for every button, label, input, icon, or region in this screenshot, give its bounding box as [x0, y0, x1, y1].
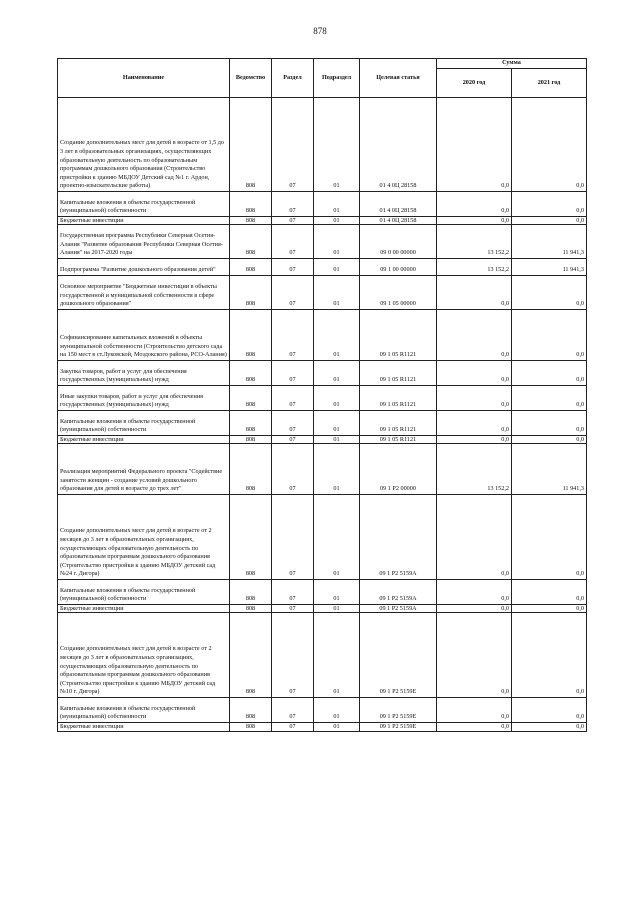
row-target-cell-text: 09 1 05 R1121 [379, 376, 417, 384]
row-amount-2020-cell [437, 361, 512, 386]
row-amount-2020-cell-text: 0,0 [501, 401, 509, 409]
row-subsection-cell [314, 276, 360, 310]
row-name-cell-text: Бюджетные инвестиции [60, 605, 124, 612]
row-department-cell-text: 808 [245, 249, 256, 257]
row-department-cell [230, 192, 272, 217]
row-subsection-cell [314, 495, 360, 580]
row-amount-2020-cell [437, 225, 512, 259]
row-target-cell-text: 01 4 0Ц 28158 [379, 217, 417, 224]
row-name-cell-text: Капитальные вложения в объекты государственной (муниципальной) собственности [60, 417, 196, 434]
row-name-cell-text: Основное мероприятие "Бюджетные инвестиции в объекты государственной и муниципальной собственности в сфере дошкольного образования" [60, 283, 217, 308]
table-body [58, 98, 587, 732]
row-subsection-cell [314, 436, 360, 444]
row-name-cell-text: Бюджетные инвестиции [60, 723, 124, 730]
row-amount-2021-cell [512, 436, 587, 444]
row-name-cell-text: Бюджетные инвестиции [60, 217, 124, 224]
row-target-cell-text: 09 1 05 R1121 [379, 351, 417, 359]
row-name-cell [58, 217, 230, 225]
table-row [58, 698, 587, 723]
row-target-cell [360, 276, 437, 310]
row-subsection-cell-text: 01 [333, 300, 340, 308]
row-department-cell-text: 808 [245, 351, 256, 359]
row-section-cell-text: 07 [289, 595, 296, 603]
row-amount-2021-cell-text: 0,0 [576, 713, 584, 721]
row-target-cell-text: 01 4 0Ц 28158 [379, 207, 417, 215]
row-section-cell [272, 605, 314, 613]
table-row [58, 192, 587, 217]
row-department-cell-text: 808 [245, 485, 256, 493]
row-department-cell-text: 808 [245, 376, 256, 384]
row-subsection-cell-text: 01 [333, 485, 340, 493]
row-name-cell-text: Бюджетные инвестиции [60, 436, 124, 443]
row-amount-2021-cell [512, 580, 587, 605]
row-target-cell-text: 09 1 P2 00000 [380, 485, 416, 493]
row-subsection-cell-text: 01 [333, 182, 340, 190]
row-amount-2020-cell-text: 0,0 [501, 570, 509, 578]
row-section-cell-text: 07 [289, 249, 296, 257]
row-target-cell [360, 361, 437, 386]
row-target-cell [360, 605, 437, 613]
row-department-cell-text: 808 [245, 426, 256, 434]
row-department-cell [230, 217, 272, 225]
row-department-cell [230, 225, 272, 259]
row-subsection-cell-text: 01 [333, 351, 340, 359]
row-amount-2020-cell-text: 13 152,2 [487, 266, 509, 274]
row-amount-2020-cell [437, 276, 512, 310]
table-row [58, 495, 587, 580]
row-amount-2021-cell-text: 11 941,3 [562, 249, 584, 257]
row-amount-2020-cell-text: 0,0 [501, 426, 509, 434]
row-amount-2020-cell-text: 0,0 [501, 713, 509, 721]
row-amount-2021-cell-text: 0,0 [576, 182, 584, 190]
row-amount-2020-cell [437, 613, 512, 698]
row-target-cell-text: 09 1 P2 5159А [379, 605, 417, 612]
row-name-cell [58, 276, 230, 310]
row-target-cell [360, 723, 437, 732]
header-subsection: Подраздел [314, 59, 360, 98]
table-row [58, 217, 587, 225]
row-department-cell [230, 698, 272, 723]
row-section-cell-text: 07 [289, 376, 296, 384]
header-year-2021: 2021 год [512, 69, 587, 98]
row-amount-2021-cell [512, 444, 587, 495]
row-amount-2020-cell [437, 495, 512, 580]
header-target: Целевая статья [360, 59, 437, 98]
row-section-cell [272, 259, 314, 276]
row-department-cell-text: 808 [245, 207, 256, 215]
table-row [58, 613, 587, 698]
row-section-cell [272, 580, 314, 605]
row-amount-2020-cell-text: 0,0 [501, 182, 509, 190]
row-amount-2021-cell [512, 411, 587, 436]
row-amount-2021-cell-text: 0,0 [576, 723, 584, 730]
row-section-cell-text: 07 [289, 436, 296, 443]
row-subsection-cell [314, 361, 360, 386]
row-subsection-cell-text: 01 [333, 207, 340, 215]
row-amount-2021-cell-text: 0,0 [576, 207, 584, 215]
row-name-cell [58, 605, 230, 613]
row-department-cell-text: 808 [245, 401, 256, 409]
row-section-cell-text: 07 [289, 485, 296, 493]
row-amount-2020-cell [437, 580, 512, 605]
row-department-cell [230, 723, 272, 732]
row-amount-2021-cell [512, 613, 587, 698]
row-section-cell [272, 98, 314, 192]
row-amount-2021-cell [512, 192, 587, 217]
row-subsection-cell-text: 01 [333, 401, 340, 409]
row-target-cell [360, 495, 437, 580]
row-name-cell [58, 698, 230, 723]
row-subsection-cell-text: 01 [333, 426, 340, 434]
row-amount-2021-cell [512, 361, 587, 386]
row-name-cell-text: Создание дополнительных мест для детей в возрасте от 2 месяцев до 3 лет в образовательных организациях, осуществляющих образовательную деятельность по образовательным программам дошкольного образования (Строительство пристройки к зданию МБДОУ детский сад №24 г. Дигора) [60, 527, 216, 578]
table-row [58, 310, 587, 361]
row-subsection-cell [314, 98, 360, 192]
row-subsection-cell-text: 01 [333, 713, 340, 721]
row-amount-2020-cell [437, 259, 512, 276]
row-section-cell [272, 386, 314, 411]
row-section-cell-text: 07 [289, 300, 296, 308]
row-amount-2020-cell-text: 0,0 [501, 723, 509, 730]
row-subsection-cell [314, 580, 360, 605]
row-amount-2020-cell [437, 605, 512, 613]
row-name-cell-text: Софинансирование капитальных вложений в объекты муниципальной собственности (Строительство детского сада на 150 мест в ст.Луковской, Моздокского района, РСО-Алания) [60, 334, 227, 359]
row-name-cell [58, 723, 230, 732]
table-row [58, 580, 587, 605]
row-department-cell [230, 98, 272, 192]
row-target-cell-text: 09 1 P2 5159А [379, 570, 417, 578]
row-section-cell [272, 310, 314, 361]
row-name-cell [58, 98, 230, 192]
row-section-cell [272, 613, 314, 698]
row-department-cell [230, 361, 272, 386]
row-target-cell [360, 444, 437, 495]
row-target-cell-text: 09 1 05 R1121 [379, 426, 417, 434]
row-name-cell [58, 580, 230, 605]
row-target-cell-text: 01 4 0Ц 28158 [379, 182, 417, 190]
budget-table [57, 58, 587, 732]
row-name-cell [58, 225, 230, 259]
header-sum: Сумма [437, 59, 587, 69]
row-name-cell-text: Реализация мероприятий Федерального проекта "Содействие занятости женщин - создание условий дошкольного образования для детей в возрасте до трех лет" [60, 468, 223, 493]
row-section-cell [272, 361, 314, 386]
table-row [58, 723, 587, 732]
row-amount-2020-cell [437, 98, 512, 192]
row-amount-2020-cell-text: 0,0 [501, 595, 509, 603]
row-subsection-cell [314, 411, 360, 436]
row-department-cell [230, 444, 272, 495]
row-amount-2020-cell [437, 436, 512, 444]
row-amount-2021-cell-text: 0,0 [576, 300, 584, 308]
row-subsection-cell-text: 01 [333, 217, 340, 224]
row-subsection-cell [314, 613, 360, 698]
row-amount-2020-cell-text: 0,0 [501, 217, 509, 224]
row-department-cell-text: 808 [245, 723, 256, 730]
row-amount-2020-cell-text: 0,0 [501, 376, 509, 384]
row-name-cell-text: Создание дополнительных мест для детей в возрасте от 1,5 до 3 лет в образовательных организациях, осуществляющих образовательную деятельность по образовательным программам дошкольного образования (Строительство пристройки к зданию МБДОУ Детский сад №1 г. Ардон, проектно-изыскательские работы) [60, 139, 225, 190]
row-amount-2020-cell-text: 0,0 [501, 351, 509, 359]
row-target-cell [360, 386, 437, 411]
row-target-cell [360, 310, 437, 361]
row-amount-2021-cell-text: 0,0 [576, 376, 584, 384]
row-amount-2021-cell [512, 310, 587, 361]
row-subsection-cell-text: 01 [333, 688, 340, 696]
row-section-cell-text: 07 [289, 723, 296, 730]
row-section-cell-text: 07 [289, 266, 296, 274]
row-amount-2020-cell-text: 0,0 [501, 605, 509, 612]
row-section-cell [272, 698, 314, 723]
row-name-cell [58, 361, 230, 386]
row-department-cell-text: 808 [245, 300, 256, 308]
row-department-cell-text: 808 [245, 570, 256, 578]
row-section-cell-text: 07 [289, 713, 296, 721]
row-department-cell [230, 411, 272, 436]
row-amount-2020-cell-text: 0,0 [501, 207, 509, 215]
table-row [58, 259, 587, 276]
row-section-cell-text: 07 [289, 688, 296, 696]
row-target-cell [360, 225, 437, 259]
page-number: 878 [313, 26, 327, 36]
row-section-cell [272, 436, 314, 444]
row-subsection-cell [314, 192, 360, 217]
row-target-cell [360, 217, 437, 225]
row-department-cell-text: 808 [245, 605, 256, 612]
header-year-2020: 2020 год [437, 69, 512, 98]
row-amount-2021-cell [512, 225, 587, 259]
row-section-cell [272, 276, 314, 310]
row-subsection-cell [314, 723, 360, 732]
row-amount-2021-cell-text: 11 941,3 [562, 485, 584, 493]
row-target-cell [360, 613, 437, 698]
row-target-cell [360, 192, 437, 217]
row-amount-2020-cell [437, 698, 512, 723]
row-department-cell-text: 808 [245, 217, 256, 224]
row-section-cell [272, 411, 314, 436]
row-department-cell [230, 310, 272, 361]
row-department-cell [230, 436, 272, 444]
row-section-cell-text: 07 [289, 217, 296, 224]
row-name-cell-text: Иные закупки товаров, работ и услуг для обеспечения государственных (муниципальных) нужд [60, 392, 203, 409]
row-department-cell [230, 386, 272, 411]
row-name-cell-text: Подпрограмма "Развитие дошкольного образования детей" [60, 266, 216, 274]
row-target-cell [360, 411, 437, 436]
row-amount-2021-cell-text: 0,0 [576, 436, 584, 443]
row-target-cell-text: 09 1 P2 5159Е [379, 723, 417, 730]
row-name-cell [58, 613, 230, 698]
row-amount-2020-cell [437, 411, 512, 436]
row-name-cell-text: Капитальные вложения в объекты государственной (муниципальной) собственности [60, 704, 196, 721]
row-target-cell-text: 09 1 05 00000 [380, 300, 416, 308]
row-name-cell [58, 436, 230, 444]
row-target-cell-text: 09 1 P2 5159Е [379, 713, 417, 721]
row-section-cell [272, 225, 314, 259]
table-row [58, 98, 587, 192]
row-amount-2021-cell [512, 217, 587, 225]
row-amount-2021-cell-text: 0,0 [576, 688, 584, 696]
row-section-cell-text: 07 [289, 570, 296, 578]
row-section-cell-text: 07 [289, 182, 296, 190]
row-department-cell-text: 808 [245, 713, 256, 721]
row-amount-2021-cell-text: 0,0 [576, 401, 584, 409]
row-section-cell-text: 07 [289, 426, 296, 434]
row-amount-2021-cell [512, 605, 587, 613]
row-amount-2020-cell [437, 192, 512, 217]
table-row [58, 225, 587, 259]
row-amount-2020-cell-text: 0,0 [501, 300, 509, 308]
header-name: Наименование [58, 59, 230, 98]
row-department-cell [230, 580, 272, 605]
row-amount-2021-cell-text: 0,0 [576, 570, 584, 578]
header-section: Раздел [272, 59, 314, 98]
row-department-cell [230, 605, 272, 613]
row-section-cell-text: 07 [289, 605, 296, 612]
table-row [58, 386, 587, 411]
row-section-cell [272, 192, 314, 217]
row-amount-2021-cell-text: 0,0 [576, 217, 584, 224]
row-amount-2020-cell [437, 310, 512, 361]
row-amount-2020-cell [437, 444, 512, 495]
row-name-cell-text: Создание дополнительных мест для детей в возрасте от 2 месяцев до 3 лет в образовательных организациях, осуществляющих образовательную деятельность по образовательным программам дошкольного образования (Строительство пристройки к зданию МБДОУ детский сад №10 г. Дигора) [60, 645, 216, 696]
row-subsection-cell-text: 01 [333, 723, 340, 730]
row-section-cell-text: 07 [289, 401, 296, 409]
row-section-cell-text: 07 [289, 207, 296, 215]
row-target-cell-text: 09 1 00 00000 [380, 266, 416, 274]
row-amount-2021-cell-text: 11 941,3 [562, 266, 584, 274]
row-subsection-cell [314, 605, 360, 613]
row-subsection-cell [314, 444, 360, 495]
row-name-cell-text: Закупка товаров, работ и услуг для обеспечения государственных (муниципальных) нужд [60, 367, 187, 384]
row-name-cell [58, 411, 230, 436]
row-amount-2021-cell-text: 0,0 [576, 351, 584, 359]
row-department-cell [230, 276, 272, 310]
row-subsection-cell-text: 01 [333, 266, 340, 274]
row-subsection-cell [314, 259, 360, 276]
row-department-cell-text: 808 [245, 266, 256, 274]
row-department-cell-text: 808 [245, 436, 256, 443]
table-row [58, 361, 587, 386]
row-name-cell-text: Капитальные вложения в объекты государственной (муниципальной) собственности [60, 198, 196, 215]
row-subsection-cell [314, 386, 360, 411]
row-target-cell-text: 09 0 00 00000 [380, 249, 416, 257]
row-amount-2021-cell-text: 0,0 [576, 605, 584, 612]
row-amount-2021-cell [512, 723, 587, 732]
row-target-cell [360, 580, 437, 605]
row-name-cell-text: Государственная программа Республики Северная Осетия-Алания "Развитие образования Республики Северная Осетия-Алания" на 2017-2020 годы [60, 232, 223, 257]
row-amount-2021-cell-text: 0,0 [576, 426, 584, 434]
row-amount-2020-cell [437, 723, 512, 732]
table-row [58, 605, 587, 613]
table-row [58, 276, 587, 310]
row-target-cell-text: 09 1 P2 5159А [379, 595, 417, 603]
table-row [58, 444, 587, 495]
row-department-cell [230, 613, 272, 698]
row-department-cell [230, 259, 272, 276]
row-amount-2021-cell [512, 495, 587, 580]
row-department-cell-text: 808 [245, 595, 256, 603]
row-section-cell [272, 495, 314, 580]
row-section-cell [272, 444, 314, 495]
row-subsection-cell-text: 01 [333, 376, 340, 384]
table-row [58, 411, 587, 436]
row-subsection-cell-text: 01 [333, 436, 340, 443]
row-target-cell [360, 259, 437, 276]
row-subsection-cell [314, 310, 360, 361]
row-target-cell [360, 698, 437, 723]
row-target-cell-text: 09 1 P2 5159Е [379, 688, 417, 696]
row-name-cell [58, 495, 230, 580]
header-department: Ведомство [230, 59, 272, 98]
table-row [58, 436, 587, 444]
row-section-cell [272, 217, 314, 225]
row-section-cell [272, 723, 314, 732]
row-subsection-cell-text: 01 [333, 570, 340, 578]
row-name-cell-text: Капитальные вложения в объекты государственной (муниципальной) собственности [60, 586, 196, 603]
row-name-cell [58, 444, 230, 495]
row-amount-2021-cell [512, 386, 587, 411]
row-amount-2021-cell [512, 698, 587, 723]
row-amount-2021-cell [512, 98, 587, 192]
row-amount-2020-cell [437, 386, 512, 411]
row-amount-2020-cell-text: 13 152,2 [487, 249, 509, 257]
row-amount-2021-cell-text: 0,0 [576, 595, 584, 603]
row-subsection-cell-text: 01 [333, 605, 340, 612]
row-target-cell-text: 09 1 05 R1121 [379, 401, 417, 409]
row-name-cell [58, 310, 230, 361]
row-subsection-cell [314, 698, 360, 723]
row-amount-2020-cell [437, 217, 512, 225]
row-name-cell [58, 259, 230, 276]
row-amount-2021-cell [512, 259, 587, 276]
row-amount-2021-cell [512, 276, 587, 310]
row-amount-2020-cell-text: 0,0 [501, 436, 509, 443]
row-target-cell-text: 09 1 05 R1121 [379, 436, 417, 443]
row-amount-2020-cell-text: 13 152,2 [487, 485, 509, 493]
row-name-cell [58, 192, 230, 217]
row-department-cell [230, 495, 272, 580]
row-name-cell [58, 386, 230, 411]
row-target-cell [360, 98, 437, 192]
row-subsection-cell [314, 225, 360, 259]
row-target-cell [360, 436, 437, 444]
row-department-cell-text: 808 [245, 688, 256, 696]
row-department-cell-text: 808 [245, 182, 256, 190]
row-subsection-cell-text: 01 [333, 595, 340, 603]
row-subsection-cell-text: 01 [333, 249, 340, 257]
row-section-cell-text: 07 [289, 351, 296, 359]
row-subsection-cell [314, 217, 360, 225]
row-amount-2020-cell-text: 0,0 [501, 688, 509, 696]
